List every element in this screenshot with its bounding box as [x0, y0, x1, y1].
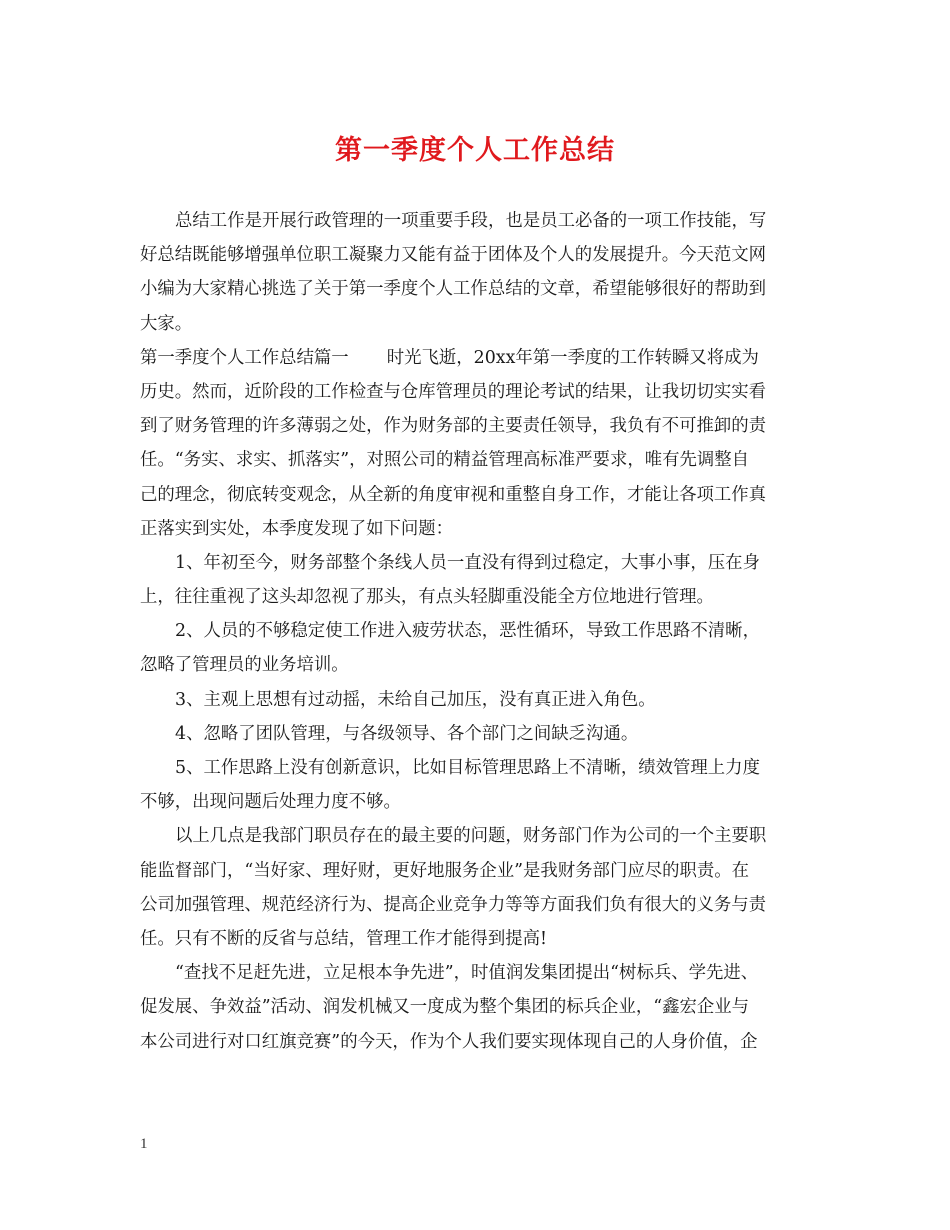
list-item: 1、年初至今，财务部整个条线人员一直没有得到过稳定，大事小事，压在身 — [175, 552, 760, 573]
text-line: “查找不足赶先进，立足根本争先进”，时值润发集团提出“树标兵、学先进、 — [175, 963, 759, 984]
text-line: 历史。然而，近阶段的工作检查与仓库管理员的理论考试的结果，让我切切实实看 — [140, 381, 767, 402]
list-item: 5、工作思路上没有创新意识，比如目标管理思路上不清晰，绩效管理上力度 — [175, 758, 760, 778]
text-line: 到了财务管理的许多薄弱之处，作为财务部的主要责任领导，我负有不可推卸的责 — [140, 416, 767, 437]
text-line: 不够，出现问题后处理力度不够。 — [140, 792, 401, 813]
list-item: 4、忽略了团队管理，与各级领导、各个部门之间缺乏沟通。 — [175, 723, 639, 744]
list-item: 2、人员的不够稳定使工作进入疲劳状态，恶性循环，导致工作思路不清晰， — [175, 621, 760, 642]
page-number: 1 — [140, 1136, 148, 1152]
text-line: 促发展、争效益”活动、润发机械又一度成为整个集团的标兵企业，“鑫宏企业与 — [140, 997, 750, 1018]
text-line: 好总结既能够增强单位职工凝聚力又能有益于团体及个人的发展提升。今天范文网 — [140, 245, 767, 266]
text-line: 本公司进行对口红旗竞赛”的今天，作为个人我们要实现体现自己的人身价值，企 — [140, 1031, 758, 1052]
text-line: 己的理念，彻底转变观念，从全新的角度审视和重整自身工作，才能让各项工作真 — [140, 484, 767, 505]
text-line: 大家。 — [140, 313, 193, 334]
text-line: 以上几点是我部门职员存在的最主要的问题，财务部门作为公司的一个主要职 — [175, 826, 767, 847]
text-line — [140, 341, 812, 375]
text-line: 公司加强管理、规范经济行为、提高企业竞争力等等方面我们负有很大的义务与责 — [140, 894, 767, 915]
text-line: 忽略了管理员的业务培训。 — [140, 655, 349, 676]
text-line: 总结工作是开展行政管理的一项重要手段，也是员工必备的一项工作技能，写 — [175, 211, 767, 231]
text-line: 小编为大家精心挑选了关于第一季度个人工作总结的文章，希望能够很好的帮助到 — [140, 279, 767, 300]
text-line: 上，往往重视了这头却忽视了那头，有点头轻脚重没能全方位地进行管理。 — [140, 587, 714, 608]
text-line: 正落实到实处，本季度发现了如下问题： — [140, 518, 454, 539]
section-heading: 第一季度个人工作总结篇一 — [140, 347, 349, 368]
document-body — [140, 204, 812, 1059]
text-line: 任。“务实、求实、抓落实”，对照公司的精益管理高标准严要求，唯有先调整自 — [140, 450, 750, 471]
text-line: 能监督部门，“当好家、理好财，更好地服务企业”是我财务部门应尽的职责。在 — [140, 860, 750, 881]
list-item: 3、主观上思想有过动摇，未给自己加压，没有真正进入角色。 — [175, 689, 656, 710]
text-line: 任。只有不断的反省与总结，管理工作才能得到提高! — [140, 928, 547, 949]
text-span: 时光飞逝，20xx年第一季度的工作转瞬又将成为 — [386, 347, 759, 368]
page-title: 第一季度个人工作总结 — [335, 135, 615, 166]
